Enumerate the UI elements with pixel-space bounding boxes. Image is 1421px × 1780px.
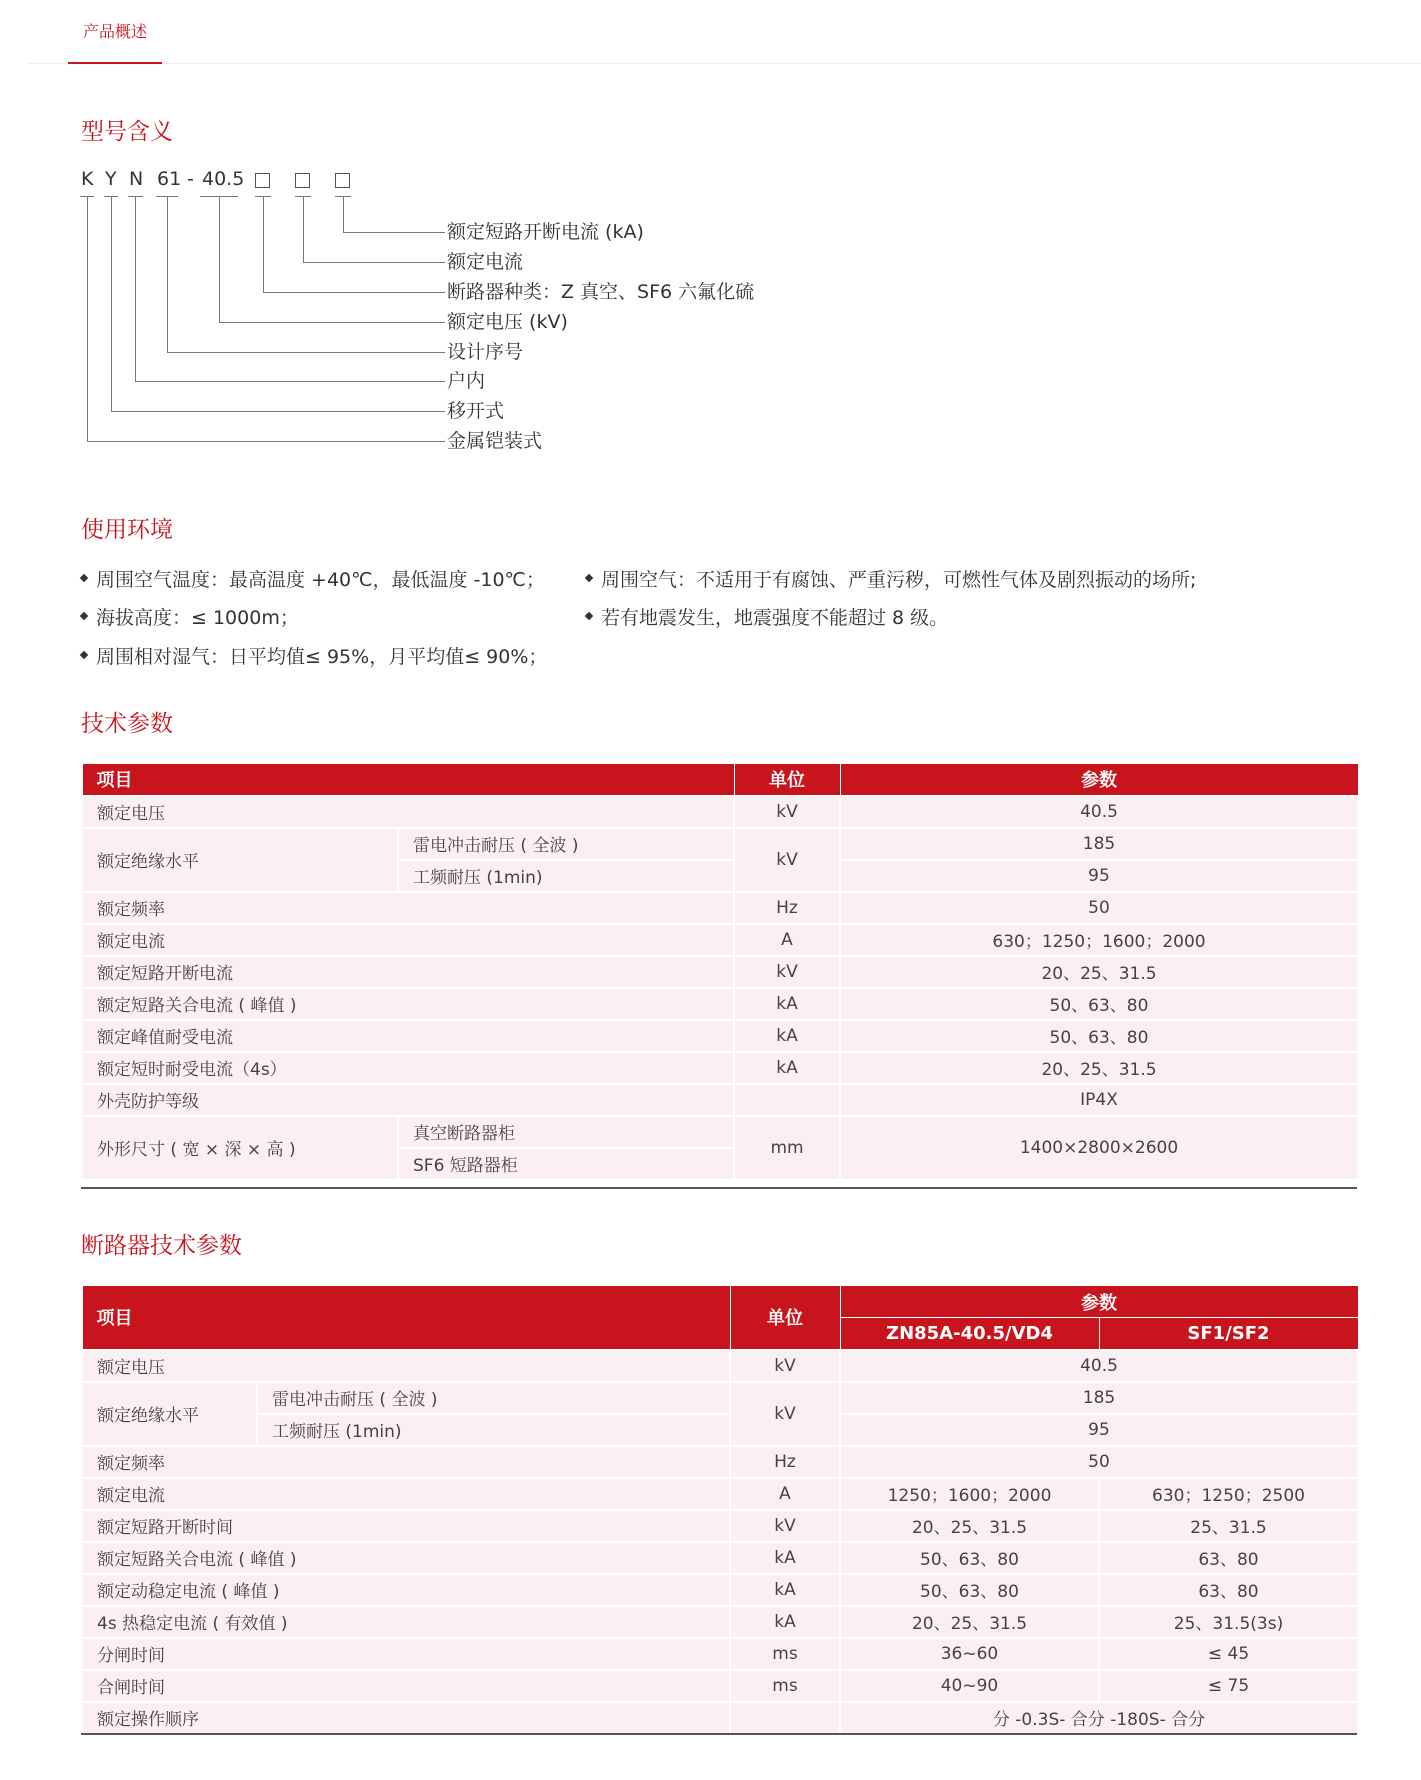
- table-row: 工频耐压 (1min) 95: [82, 860, 1358, 892]
- code-leader: [263, 196, 264, 292]
- header-item: 项目: [82, 764, 734, 796]
- table-row: 额定电流 A 630；1250；1600；2000: [82, 924, 1358, 956]
- tech-params-table: [81, 763, 1359, 1181]
- breaker-params-table: [81, 1285, 1359, 1735]
- code-leader: [303, 196, 304, 262]
- table-row: 额定电压 kV 40.5: [82, 1350, 1358, 1382]
- table-row: 额定操作顺序 分 -0.3S- 合分 -180S- 合分: [82, 1702, 1358, 1734]
- code-leader: [343, 232, 445, 233]
- tab-product-overview[interactable]: 产品概述: [68, 0, 162, 64]
- table-bottom-rule: [81, 1733, 1357, 1735]
- section-title-model: 型号含义: [81, 119, 173, 145]
- section-title-tech-params: 技术参数: [81, 711, 173, 737]
- bullet-diamond-icon: [80, 573, 88, 581]
- code-leader: [167, 196, 168, 352]
- table-row: 额定短路关合电流 ( 峰值 ) kA 50、63、80 63、80: [82, 1542, 1358, 1574]
- code-leader: [219, 196, 220, 322]
- table-header-row: [82, 764, 1358, 796]
- table-row: 额定电压 kV 40.5: [82, 796, 1358, 828]
- table-row: 额定峰值耐受电流 kA 50、63、80: [82, 1020, 1358, 1052]
- code-char-dash: -: [187, 168, 194, 190]
- table-row: 额定频率 Hz 50: [82, 1446, 1358, 1478]
- header-model-b: SF1/SF2: [1099, 1318, 1358, 1350]
- table-row: 额定频率 Hz 50: [82, 892, 1358, 924]
- table-row: 额定短路开断电流 kV 20、25、31.5: [82, 956, 1358, 988]
- table-row: 额定绝缘水平 雷电冲击耐压 ( 全波 ) kV 185: [82, 828, 1358, 860]
- table-row: 额定电流 A 1250；1600；2000 630；1250；2500: [82, 1478, 1358, 1510]
- bullet-diamond-icon: [585, 573, 593, 581]
- table-row: 外壳防护等级 IP4X: [82, 1084, 1358, 1116]
- code-leader: [303, 262, 445, 263]
- code-char-y: Y: [105, 168, 117, 190]
- code-placeholder-box: [295, 173, 310, 188]
- table-row: 工频耐压 (1min) 95: [82, 1414, 1358, 1446]
- table-row: 额定短路关合电流 ( 峰值 ) kA 50、63、80: [82, 988, 1358, 1020]
- bullet-diamond-icon: [585, 611, 593, 619]
- code-leader: [263, 292, 445, 293]
- tab-bar: [28, 0, 1421, 64]
- header-param: 参数: [840, 764, 1358, 796]
- env-item: 周围空气温度：最高温度 +40℃，最低温度 -10℃；: [81, 571, 545, 590]
- model-label: 额定短路开断电流 (kA): [447, 221, 644, 243]
- code-leader: [87, 441, 445, 442]
- code-char-40-5: 40.5: [202, 168, 245, 190]
- code-placeholder-box: [335, 173, 350, 188]
- table-row: 分闸时间 ms 36~60 ≤ 45: [82, 1638, 1358, 1670]
- table-row: 4s 热稳定电流 ( 有效值 ) kA 20、25、31.5 25、31.5(3s): [82, 1606, 1358, 1638]
- header-item: 项目: [82, 1286, 730, 1350]
- code-leader: [167, 352, 445, 353]
- code-leader: [87, 196, 88, 441]
- model-label: 户内: [447, 370, 486, 392]
- header-param: 参数: [840, 1286, 1358, 1318]
- code-char-61: 61: [157, 168, 182, 190]
- table-bottom-rule: [81, 1187, 1357, 1189]
- bullet-diamond-icon: [80, 611, 88, 619]
- code-leader: [111, 196, 112, 411]
- code-leader: [343, 196, 344, 232]
- code-placeholder-box: [255, 173, 270, 188]
- env-item: 周围空气：不适用于有腐蚀、严重污秽，可燃性气体及剧烈振动的场所;: [586, 571, 1196, 590]
- table-row: 额定短路开断时间 kV 20、25、31.5 25、31.5: [82, 1510, 1358, 1542]
- env-item: 周围相对湿气：日平均值≤ 95%，月平均值≤ 90%；: [81, 648, 547, 667]
- section-title-environment: 使用环境: [81, 517, 173, 543]
- model-label: 额定电流: [447, 251, 524, 273]
- table-header-row: [82, 1286, 1358, 1318]
- model-label: 设计序号: [447, 341, 524, 363]
- code-leader: [135, 196, 136, 381]
- code-leader: [135, 381, 445, 382]
- section-title-breaker-params: 断路器技术参数: [81, 1233, 242, 1259]
- header-unit: 单位: [734, 764, 840, 796]
- code-char-n: N: [129, 168, 144, 190]
- model-label: 金属铠装式: [447, 430, 543, 452]
- table-row: 额定短时耐受电流（4s） kA 20、25、31.5: [82, 1052, 1358, 1084]
- code-char-k: K: [81, 168, 94, 190]
- code-leader: [111, 411, 445, 412]
- env-item: 若有地震发生，地震强度不能超过 8 级。: [586, 609, 948, 628]
- model-label: 额定电压 (kV): [447, 311, 568, 333]
- model-label: 移开式: [447, 400, 505, 422]
- env-item: 海拔高度：≤ 1000m；: [81, 609, 299, 628]
- header-unit: 单位: [730, 1286, 840, 1350]
- table-row: 外形尺寸 ( 宽 × 深 × 高 ) 真空断路器柜 mm 1400×2800×2600: [82, 1116, 1358, 1148]
- table-row: 额定绝缘水平 雷电冲击耐压 ( 全波 ) kV 185: [82, 1382, 1358, 1414]
- table-row: 额定动稳定电流 ( 峰值 ) kA 50、63、80 63、80: [82, 1574, 1358, 1606]
- table-row: 合闸时间 ms 40~90 ≤ 75: [82, 1670, 1358, 1702]
- table-row: SF6 短路器柜: [82, 1148, 1358, 1180]
- code-leader: [219, 322, 445, 323]
- header-model-a: ZN85A-40.5/VD4: [840, 1318, 1099, 1350]
- bullet-diamond-icon: [80, 650, 88, 658]
- model-label: 断路器种类：Z 真空、SF6 六氟化硫: [447, 281, 755, 303]
